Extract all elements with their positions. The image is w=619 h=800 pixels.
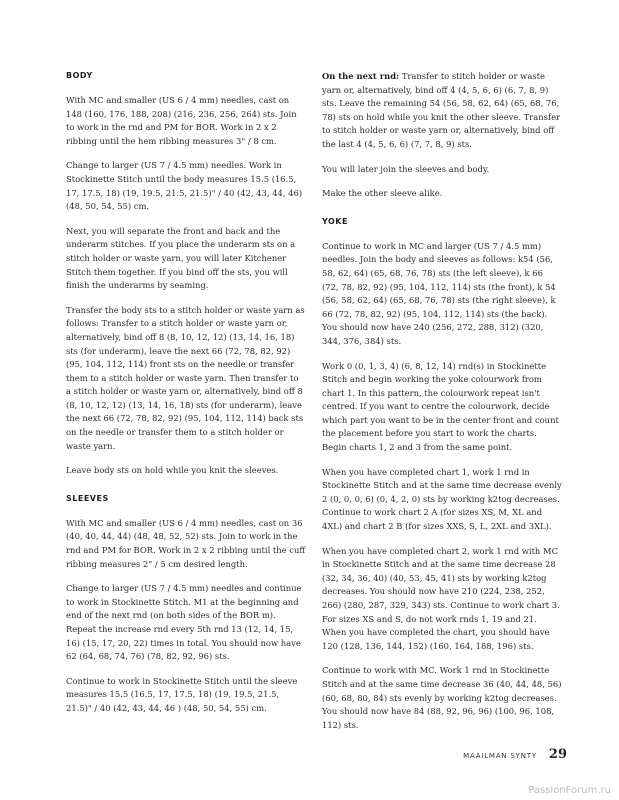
section-heading-sleeves: SLEEVES: [66, 493, 109, 503]
sleeves-paragraph-1: With MC and smaller (US 6 / 4 mm) needles, cast on 36 (40, 40, 44, 44) (48, 48, 52, 52) sts. Join to work in the rnd and PM for BOR. Work in 2 x 2 ribbing until the cuff ribbing measures 2" / 5 cm desired length.: [66, 517, 306, 569]
page-number: 29: [548, 747, 567, 762]
join-later-paragraph: You will later join the sleeves and body.: [322, 163, 490, 174]
next-rnd-text: Transfer to stitch holder or waste yarn or, alternatively, bind off 4 (4, 5, 6, 6) (6, 7, 8, 9) sts. Leave the remaining 54 (56, 58, 62, 64) (65, 68, 76, 78) sts on hold while you knit the other sleeve. Transfer to stitch holder or waste yarn or, alternatively, bind off the last 4 (4, 5, 6, 6) (7, 7, 8, 9) sts.: [322, 71, 561, 149]
yoke-paragraph-2: Work 0 (0, 1, 3, 4) (6, 8, 12, 14) rnd(s) in Stockinette Stitch and begin working the yoke colourwork from chart 1. In this pattern, the colourwork repeat isn't centred. If you want to centre the colourwork, decide which part you want to be in the center front and count the placement before you start to work the charts. Begin charts 1, 2 and 3 from the same point.: [322, 360, 559, 453]
next-rnd-label: On the next rnd:: [322, 71, 400, 81]
next-rnd-paragraph: [322, 70, 562, 152]
yoke-paragraph-5: Continue to work with MC. Work 1 rnd in Stockinette Stitch and at the same time decrease 36 (40, 44, 48, 56) (60, 68, 80, 84) sts evenly by working k2tog decreases. You should now have 84 (88, 92, 96, 96) (100, 96, 108, 112) sts.: [322, 665, 562, 730]
yoke-paragraph-4: When you have completed chart 2, work 1 rnd with MC in Stockinette Stitch and at the same time decrease 28 (32, 34, 36, 40) (40, 53, 45, 41) sts by working k2tog decreases. You should now have 210 (224, 238, 252, 266) (280, 287, 329, 343) sts. Continue to work chart 3. For sizes XS and S, do not work rnds 1, 19 and 21. When you have completed the chart, you should have 120 (128, 136, 144, 152) (160, 164, 188, 196) sts.: [322, 545, 560, 651]
right-column: [322, 70, 562, 743]
sleeves-paragraph-3: Continue to work in Stockinette Stitch until the sleeve measures 15.5 (16.5, 17, 17.5, 18) (19, 19.5, 21.5, 21.5)" / 40 (42, 43, 44, 46 ) (48, 50, 54, 55) cm.: [66, 675, 298, 713]
body-paragraph-4: Transfer the body sts to a stitch holder or waste yarn as follows: Transfer to a stitch holder or waste yarn or, alternatively, bind off 8 (8, 10, 12, 12) (13, 14, 16, 18) sts (for underarm), leave the next 66 (72, 78, 82, 92) (95, 104, 112, 114) front sts on the needle or transfer them to a stitch holder or waste yarn. Then transfer to a stitch holder or waste yarn or, alternatively, bind off 8 (8, 10, 12, 12) (13, 14, 16, 18) sts (for underarm), leave the next 66 (72, 78, 82, 92) (95, 104, 112, 114) back sts on the needle or transfer them to a stitch holder or waste yarn.: [66, 304, 305, 451]
yoke-paragraph-1: Continue to work in MC and larger (US 7 / 4.5 mm) needles. Join the body and sleeves as follows: k54 (56, 58, 62, 64) (65, 68, 76, 78) sts (the left sleeve), k 66 (72, 78, 82, 92) (95, 104, 112, 114) sts (the front), k 54 (56, 58, 62, 64) (65, 68, 76, 78) sts (the right sleeve), k 66 (72, 78, 82, 92) (95, 104, 112, 114) sts (the back). You should now have 240 (256, 272, 288, 312) (320, 344, 376, 384) sts.: [322, 240, 556, 346]
body-paragraph-1: With MC and smaller (US 6 / 4 mm) needles, cast on 148 (160, 176, 188, 208) (216, 236, 256, 264) sts. Join to work in the rnd and PM for BOR. Work in 2 x 2 ribbing until the hem ribbing measures 3" / 8 cm.: [66, 95, 297, 146]
body-paragraph-3: Next, you will separate the front and back and the underarm stitches. If you place the underarm sts on a stitch holder or waste yarn, you will later Kitchener Stitch them together. If you bind off the sts, you will finish the underarms by seaming.: [66, 225, 296, 291]
left-column: [66, 70, 306, 727]
section-heading-body: BODY: [66, 71, 93, 80]
watermark: PassionForum.ru: [528, 785, 611, 796]
footer-brand: MAAILMAN SYNTY: [463, 752, 537, 760]
page-footer: [463, 747, 567, 762]
other-sleeve-paragraph: Make the other sleeve alike.: [322, 188, 443, 199]
sleeves-paragraph-2: Change to larger (US 7 / 4.5 mm) needles and continue to work in Stockinette Stitch. M1 at the beginning and end of the next rnd (on both sides of the BOR m). Repeat the increase rnd every 5th rnd 13 (12, 14, 15, 16) (15, 17, 20, 22) times in total. You should now have 62 (64, 68, 74, 76) (78, 82, 92, 96) sts.: [66, 583, 302, 662]
body-paragraph-5: Leave body sts on hold while you knit the sleeves.: [66, 465, 279, 476]
section-heading-yoke: YOKE: [322, 216, 348, 226]
body-paragraph-2: Change to larger (US 7 / 4.5 mm) needles. Work in Stockinette Stitch until the body measures 15.5 (16.5, 17, 17.5, 18) (19, 19.5, 21.5, 21.5)" / 40 (42, 43, 44, 46) (48, 50, 54, 55) cm.: [66, 160, 303, 212]
yoke-paragraph-3: When you have completed chart 1, work 1 rnd in Stockinette Stitch and at the same time decrease evenly 2 (0, 0, 0, 6) (0, 4, 2, 0) sts by working k2tog decreases. Continue to work chart 2 A (for sizes XS, M, XL and 4XL) and chart 2 B (for sizes XXS, S, L, 2XL and 3XL).: [322, 466, 562, 532]
